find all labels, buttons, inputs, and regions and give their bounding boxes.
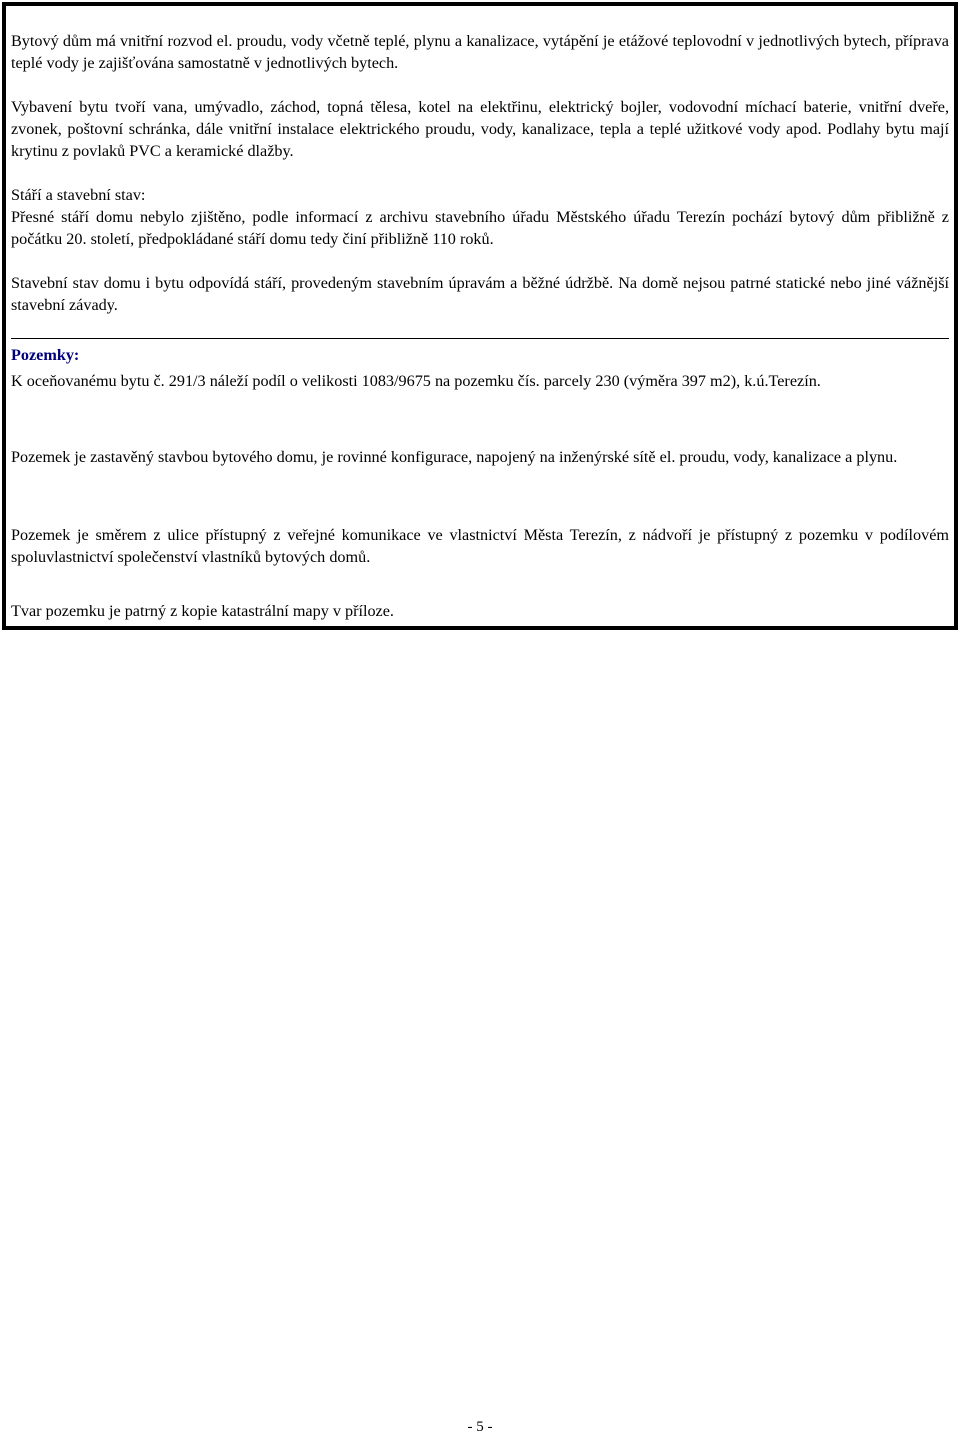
content-frame: [2, 2, 958, 630]
condition-paragraph: Stavební stav domu i bytu odpovídá stáří, provedeným stavebním úpravám a běžné údržbě. Na domě nejsou patrné statické nebo jiné vážnější stavební závady.: [11, 274, 949, 314]
condition-paragraph-block: [11, 272, 949, 316]
age-section: [11, 184, 949, 250]
land-share-paragraph-block: [11, 370, 949, 392]
land-shape-paragraph: Tvar pozemku je patrný z kopie katastrální mapy v příloze.: [11, 602, 394, 620]
section-divider: [11, 338, 949, 339]
utilities-paragraph: Bytový dům má vnitřní rozvod el. proudu, vody včetně teplé, plynu a kanalizace, vytápění je etážové teplovodní v jednotlivých bytech, příprava teplé vody je zajišťována samostatně v jednotlivých bytech.: [11, 32, 949, 72]
land-heading: Pozemky:: [11, 346, 80, 364]
land-description-paragraph-block: [11, 446, 949, 468]
page-number: - 5 -: [467, 1419, 493, 1435]
land-access-paragraph: Pozemek je směrem z ulice přístupný z veřejné komunikace ve vlastnictví Města Terezín, z nádvoří je přístupný z pozemku v podílovém spoluvlastnictví společenství vlastníků bytových domů.: [11, 526, 949, 566]
content-inner: [11, 6, 949, 626]
equipment-paragraph: Vybavení bytu tvoří vana, umývadlo, záchod, topná tělesa, kotel na elektřinu, elektrický bojler, vodovodní míchací baterie, vnitřní dveře, zvonek, poštovní schránka, dále vnitřní instalace elektrického proudu, vody, kanalizace, tepla a teplé užitkové vody apod. Podlahy bytu mají krytinu z povlaků PVC a keramické dlažby.: [11, 98, 949, 160]
land-access-paragraph-block: [11, 524, 949, 568]
land-description-paragraph: Pozemek je zastavěný stavbou bytového domu, je rovinné konfigurace, napojený na inženýrské sítě el. proudu, vody, kanalizace a plynu.: [11, 448, 898, 466]
equipment-paragraph-block: [11, 96, 949, 162]
land-heading-block: [11, 344, 949, 366]
utilities-paragraph-block: [11, 30, 949, 74]
age-heading: Stáří a stavební stav:: [11, 186, 146, 204]
land-shape-paragraph-block: [11, 600, 949, 622]
age-paragraph: Přesné stáří domu nebylo zjištěno, podle informací z archivu stavebního úřadu Městského úřadu Terezín pochází bytový dům přibližně z počátku 20. století, předpokládané stáří domu tedy činí přibližně 110 roků.: [11, 208, 949, 248]
land-share-paragraph: K oceňovanému bytu č. 291/3 náleží podíl o velikosti 1083/9675 na pozemku čís. parcely 230 (výměra 397 m2), k.ú.Terezín.: [11, 372, 821, 390]
